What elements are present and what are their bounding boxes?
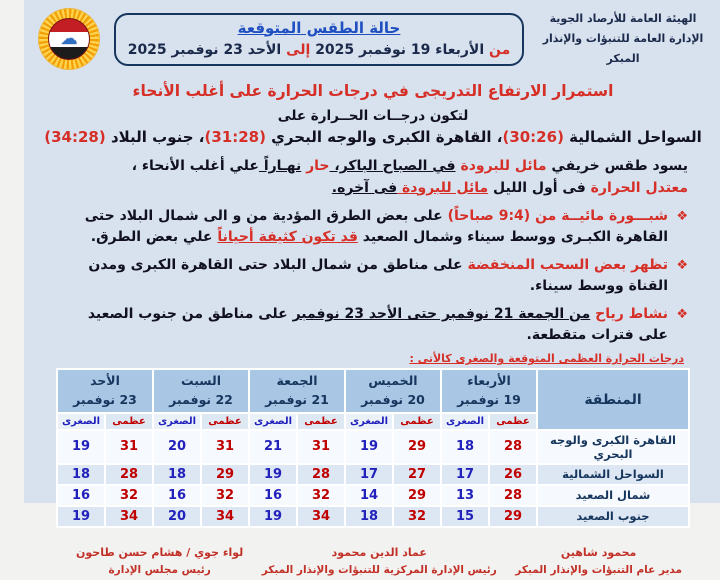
table-note: درجات الحرارة العظمى المتوقعة والصغرى كالأتى : xyxy=(409,352,684,366)
temp-max: 34 xyxy=(105,506,153,527)
authority-name-block xyxy=(534,9,712,68)
temp-max: 28 xyxy=(489,430,537,464)
summary-early-night: فى أول الليل xyxy=(488,179,586,196)
fog-areas: على بعض الطرق المؤدية من و الى شمال البلاد حتى القاهرة الكبـرى ووسط سيناء وشمال الصعيد xyxy=(84,208,668,246)
diamond-bullet-icon: ❖ xyxy=(676,307,688,323)
temp-min: 18 xyxy=(153,464,201,485)
title-box xyxy=(114,13,524,66)
temp-max: 29 xyxy=(393,485,441,506)
clouds-phrase: تظهر بعض السحب المنخفضة xyxy=(467,257,668,274)
sun-emblem-icon xyxy=(38,8,100,70)
temp-max: 31 xyxy=(297,430,345,464)
header xyxy=(34,6,712,72)
signature-title: مدير عام التنبؤات والإنذار المبكر xyxy=(515,564,682,577)
temp-max: 32 xyxy=(201,485,249,506)
temp-min: 20 xyxy=(153,430,201,464)
signature-name: لواء جوي / هشام حسن طاحون xyxy=(76,545,244,559)
temp-min: 18 xyxy=(57,464,105,485)
department-name: الإدارة العامة للتنبؤات والإنذار المبكر xyxy=(542,32,704,65)
day-name: الجمعة xyxy=(276,373,318,389)
to-word: إلى xyxy=(286,41,311,58)
min-label: الصغرى xyxy=(57,413,105,430)
south-label: ، جنوب البلاد xyxy=(105,128,205,146)
fog-dense-phrase: قد تكون كثيفة أحياناً xyxy=(217,229,358,246)
summary-text: يسود طقس خريفي xyxy=(546,158,688,174)
clouds-bullet xyxy=(74,255,688,297)
temp-max: 32 xyxy=(105,485,153,506)
temp-min: 19 xyxy=(345,430,393,464)
temp-min: 19 xyxy=(249,506,297,527)
coast-range: (30:26) xyxy=(502,128,564,146)
summary-cold-phrase-2: مائل للبرودة xyxy=(397,179,489,196)
signature-block xyxy=(262,544,497,580)
max-label: عظمى xyxy=(201,413,249,430)
day-date: 20 نوفمبر xyxy=(361,391,425,407)
temp-max: 28 xyxy=(105,464,153,485)
diamond-bullet-icon: ❖ xyxy=(676,209,688,225)
temp-max: 32 xyxy=(297,485,345,506)
winds-date-range: من الجمعة 21 نوفمبر حتى الأحد 23 نوفمبر xyxy=(292,306,591,323)
min-label: الصغرى xyxy=(345,413,393,430)
max-label: عظمى xyxy=(393,413,441,430)
south-range: (34:28) xyxy=(44,128,106,146)
temp-max: 31 xyxy=(105,430,153,464)
summary-early-morning: في الصباح الباكر، xyxy=(329,158,456,174)
day-date: 23 نوفمبر xyxy=(73,391,137,407)
temp-max: 34 xyxy=(201,506,249,527)
cairo-range: (31:28) xyxy=(204,128,266,146)
fog-roads: علي بعض الطرق. xyxy=(90,229,218,246)
temp-max: 27 xyxy=(393,464,441,485)
max-label: عظمى xyxy=(489,413,537,430)
temp-min: 19 xyxy=(57,506,105,527)
winds-bullet xyxy=(74,304,688,346)
signature-title: رئيس مجلس الإدارة xyxy=(108,564,211,577)
max-label: عظمى xyxy=(297,413,345,430)
day-date: 19 نوفمبر xyxy=(457,391,521,407)
signature-block xyxy=(76,544,243,580)
min-label: الصغرى xyxy=(153,413,201,430)
temp-max: 29 xyxy=(489,506,537,527)
to-date: الأحد 23 نوفمبر 2025 xyxy=(127,41,287,58)
temp-min: 13 xyxy=(441,485,489,506)
signature-block xyxy=(515,544,682,580)
summary-cold-phrase: مائل للبرودة xyxy=(455,158,547,174)
temp-max: 28 xyxy=(489,485,537,506)
day-name: الأربعاء xyxy=(467,373,511,389)
temp-max: 32 xyxy=(393,506,441,527)
temp-max: 26 xyxy=(489,464,537,485)
coast-label: السواحل الشمالية xyxy=(563,128,702,146)
temp-max: 29 xyxy=(201,464,249,485)
day-header-wed xyxy=(441,369,537,412)
summary-most-areas: علي أغلب الأنحاء ، xyxy=(131,158,259,174)
table-row xyxy=(57,464,689,485)
signature-name: محمود شاهين xyxy=(560,545,637,559)
signature-title: رئيس الإدارة المركزية للتنبؤات والإنذار المبكر xyxy=(261,564,497,577)
day-header-sun xyxy=(57,369,153,412)
table-row xyxy=(57,430,689,464)
temp-min: 19 xyxy=(57,430,105,464)
day-date: 22 نوفمبر xyxy=(169,391,233,407)
day-header-fri xyxy=(249,369,345,412)
min-label: الصغرى xyxy=(249,413,297,430)
day-name: الخميس xyxy=(368,373,418,389)
summary-hot-word: حار xyxy=(301,158,330,174)
from-word: من xyxy=(489,41,511,58)
bulletin-title: حالة الطقس المتوقعة xyxy=(237,18,401,37)
cloud-icon: ☁ xyxy=(60,28,78,49)
temp-max: 34 xyxy=(297,506,345,527)
cairo-label: ، القاهرة الكبرى والوجه البحري xyxy=(265,128,503,146)
flag-ring-icon xyxy=(48,18,90,60)
diamond-bullet-icon: ❖ xyxy=(676,258,688,274)
day-name: الأحد xyxy=(90,373,120,389)
signatures-row xyxy=(76,544,682,580)
fog-time-range: (9:4 صباحاً) xyxy=(447,208,531,225)
winds-phrase: نشاط رياح xyxy=(590,306,668,323)
temp-min: 16 xyxy=(249,485,297,506)
region-name: السواحل الشمالية xyxy=(537,464,689,485)
region-column-header: المنطقة xyxy=(537,369,689,429)
signature-name: عماد الدين محمود xyxy=(331,545,427,559)
temp-max: 29 xyxy=(393,430,441,464)
temp-min: 17 xyxy=(441,464,489,485)
temps-intro-line: لتكون درجــات الحــرارة على xyxy=(277,108,469,124)
day-header-thu xyxy=(345,369,441,412)
temp-min: 18 xyxy=(441,430,489,464)
min-label: الصغرى xyxy=(441,413,489,430)
weather-summary-paragraph xyxy=(86,156,688,199)
day-name: السبت xyxy=(180,373,222,389)
region-name: شمال الصعيد xyxy=(537,485,689,506)
temp-min: 17 xyxy=(345,464,393,485)
temp-min: 14 xyxy=(345,485,393,506)
max-label: عظمى xyxy=(105,413,153,430)
summary-moderate-phrase: معتدل الحرارة xyxy=(585,179,688,196)
fog-bullet xyxy=(74,206,688,248)
authority-name: الهيئة العامة للأرصاد الجوية xyxy=(549,12,697,26)
winds-areas: على مناطق من جنوب الصعيد على فترات متقطعة. xyxy=(87,306,668,344)
day-header-sat xyxy=(153,369,249,412)
table-row xyxy=(57,485,689,506)
temp-max: 31 xyxy=(201,430,249,464)
clouds-areas: على مناطق من شمال البلاد حتى القاهرة الكبرى ومدن القناة ووسط سيناء. xyxy=(88,257,668,295)
region-name: جنوب الصعيد xyxy=(537,506,689,527)
temp-min: 19 xyxy=(249,464,297,485)
fog-phrase: شبـــورة مائيــة من xyxy=(530,208,668,225)
from-date: الأربعاء 19 نوفمبر 2025 xyxy=(310,41,490,58)
date-range xyxy=(122,42,516,58)
region-name: القاهرة الكبرى والوجه البحري xyxy=(537,430,689,464)
temperatures-table xyxy=(56,368,690,527)
summary-late-night: فى آخره. xyxy=(331,179,398,196)
table-day-header-row xyxy=(57,369,689,412)
forecast-headline: استمرار الارتفاع التدريجى في درجات الحرارة على أغلب الأنحاء xyxy=(132,82,614,100)
authority-logo xyxy=(34,6,104,72)
day-date: 21 نوفمبر xyxy=(265,391,329,407)
table-row xyxy=(57,506,689,527)
summary-daytime: نهـاراً xyxy=(258,158,302,174)
temp-min: 16 xyxy=(153,485,201,506)
temp-min: 20 xyxy=(153,506,201,527)
temp-max: 28 xyxy=(297,464,345,485)
temp-min: 15 xyxy=(441,506,489,527)
temp-min: 18 xyxy=(345,506,393,527)
regional-temps-line xyxy=(34,128,712,146)
temp-min: 16 xyxy=(57,485,105,506)
temp-min: 21 xyxy=(249,430,297,464)
